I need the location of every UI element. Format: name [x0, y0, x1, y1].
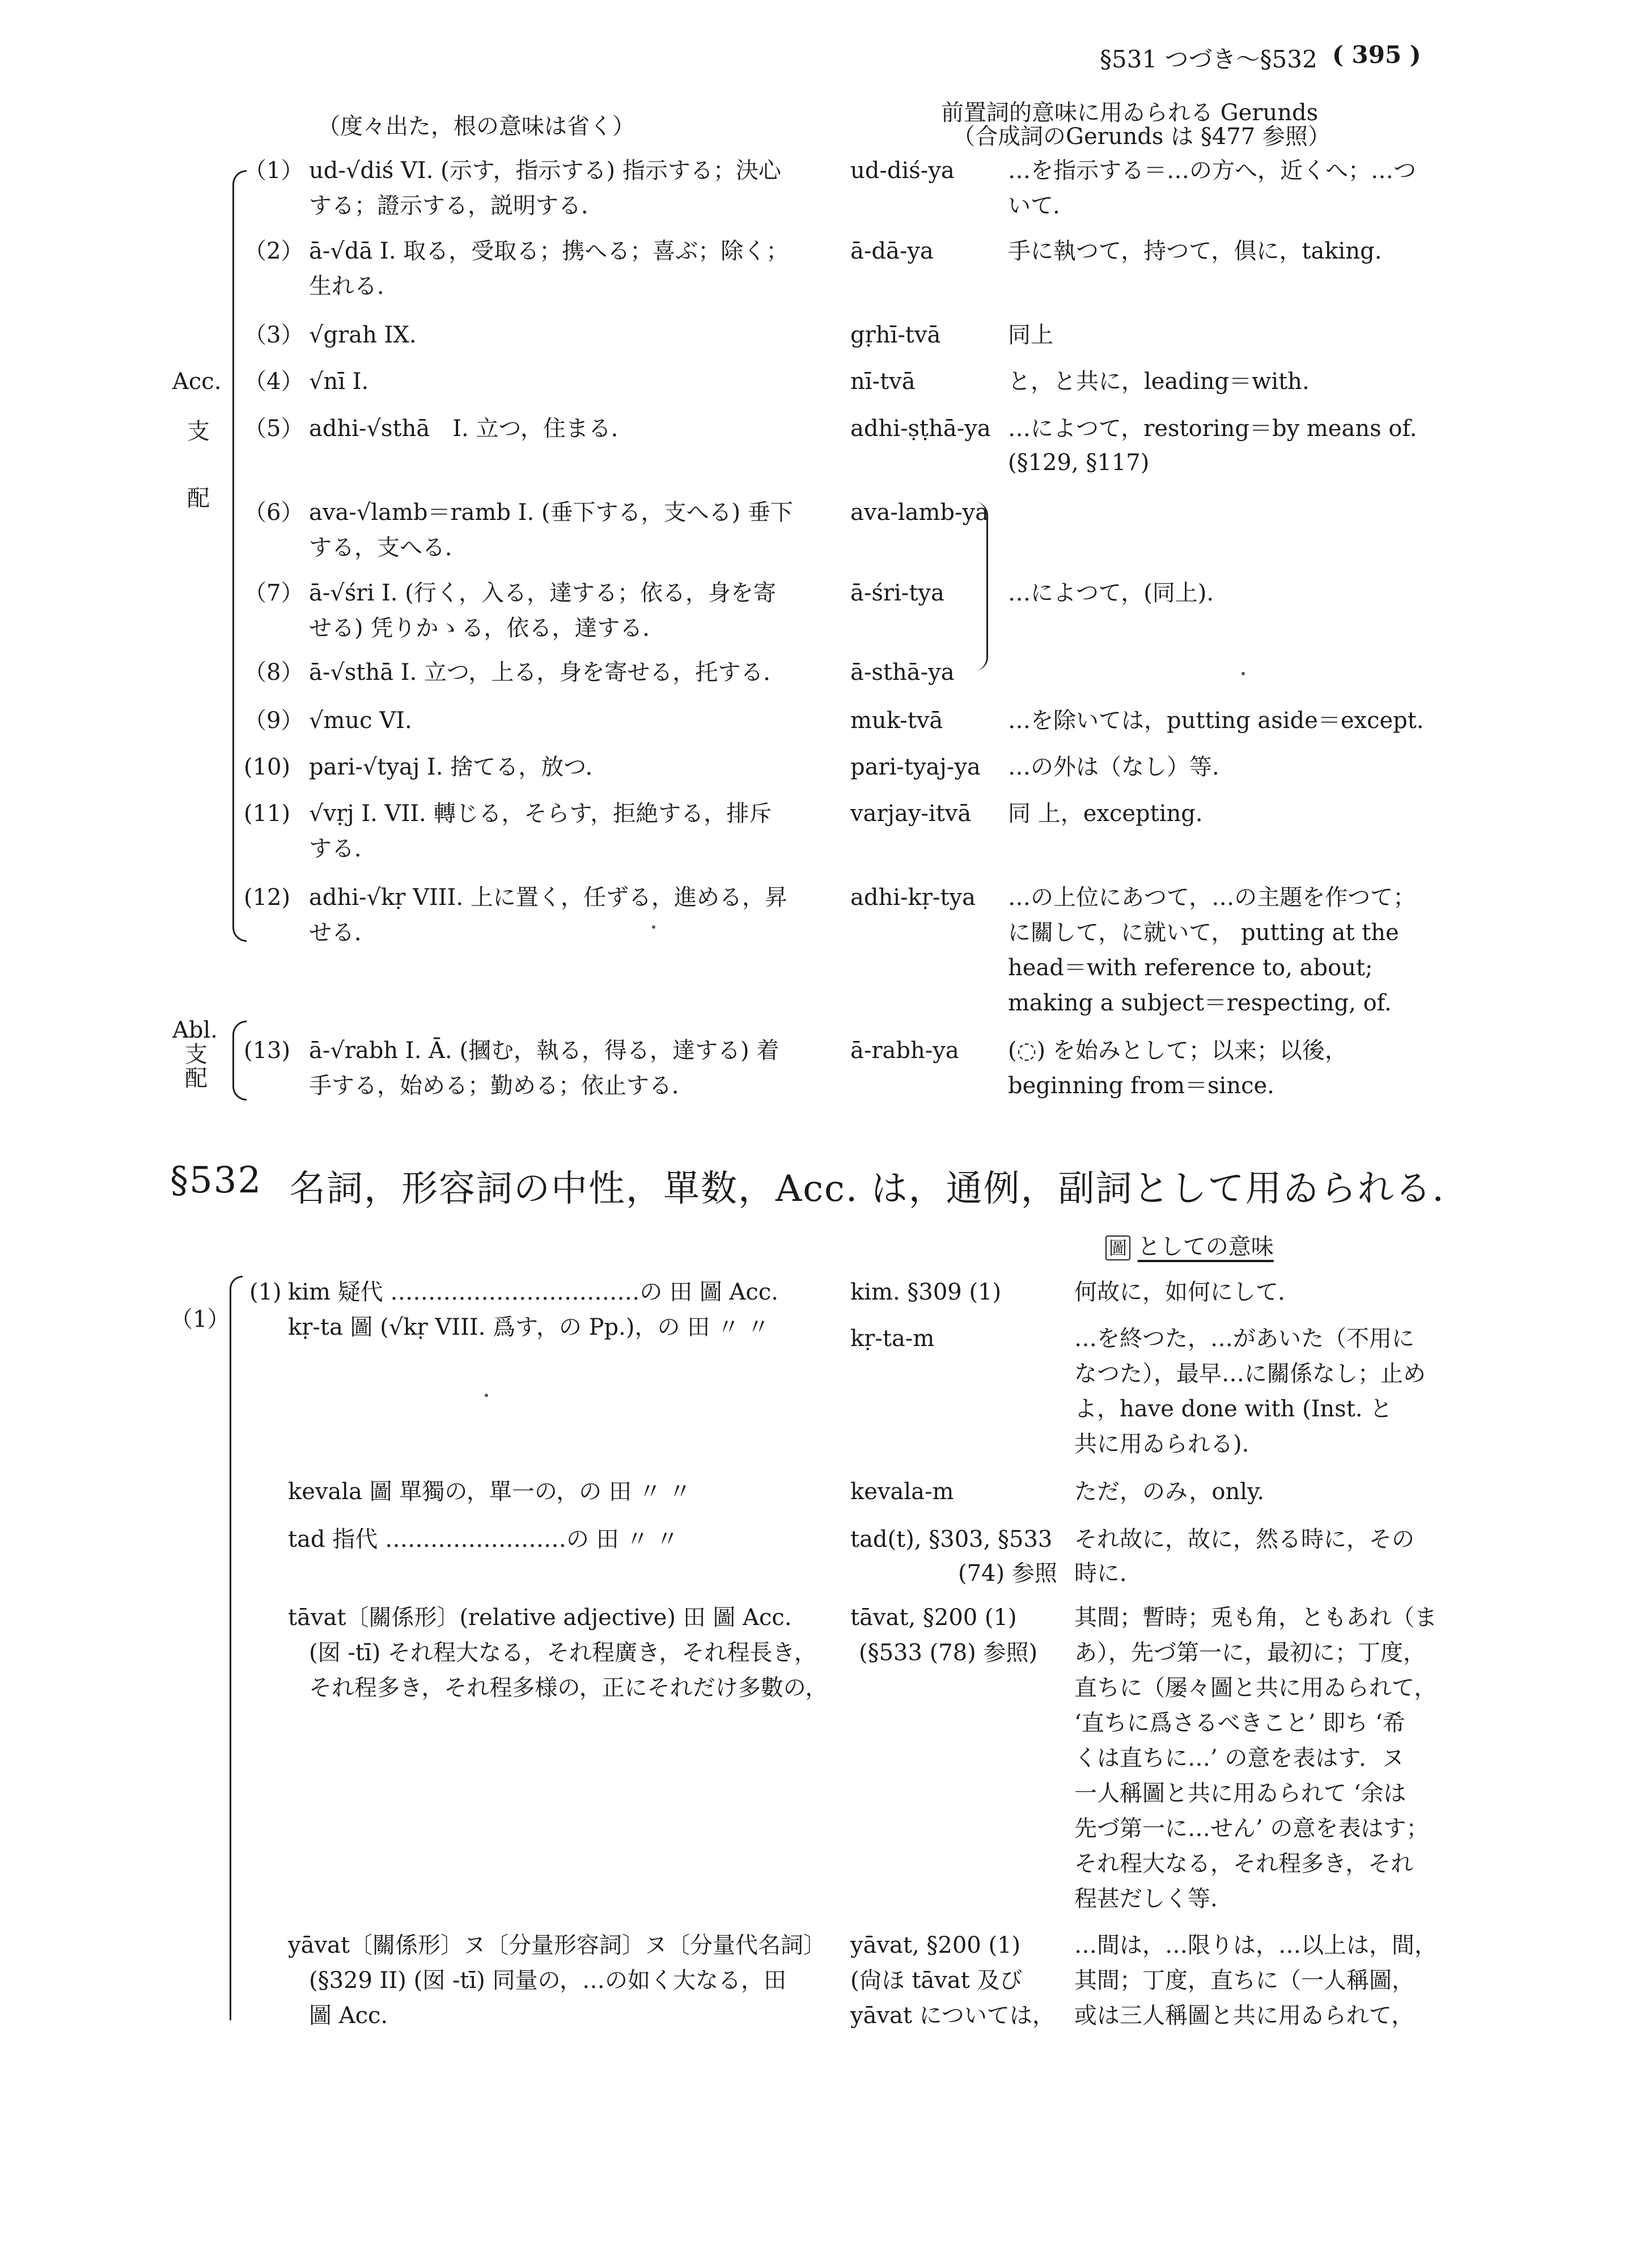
entry-word: (§329 II) (囡 -tī) 同量の，…の如く大なる，田 [309, 1967, 787, 1994]
entry-adverb-meaning: ‘直ちに爲さるべきこと’ 即ち ‘希 [1074, 1710, 1405, 1736]
gerund-form: adhi-kṛ-tya [850, 885, 976, 911]
entry-reference: tāvat, §200 (1) [850, 1605, 1017, 1631]
entry-reference: kim. §309 (1) [850, 1279, 1002, 1305]
entry-adverb-meaning: 一人稱圖と共に用ゐられて ‘余は [1074, 1780, 1406, 1806]
root-text: adhi-√sthā I. 立つ，住まる． [309, 416, 634, 442]
entry-word: tad 指代 ……………………の 田 〃 〃 [288, 1526, 679, 1552]
gerund-meaning: …を除いては，putting aside＝except. [1008, 708, 1424, 734]
running-header-section: §531 つづき～§532 [1100, 45, 1317, 73]
gerund-meaning: 手に執つて，持つて，倶に，taking. [1008, 238, 1382, 264]
entry-word: tāvat〔關係形〕(relative adjective) 田 圖 Acc. [288, 1605, 792, 1631]
row-number: (10) [244, 754, 291, 780]
gerund-form: ud-diś-ya [850, 158, 955, 184]
gerund-form: ava-lamb-ya [850, 500, 989, 526]
entry-sub-number: (1) [249, 1279, 282, 1305]
entry-reference: (74) 参照 [958, 1560, 1057, 1586]
gerund-meaning: …によつて，restoring＝by means of. [1008, 416, 1417, 442]
gerund-meaning: …によつて，(同上). [1008, 580, 1214, 606]
entry-reference: (尙ほ tāvat 及び [850, 1967, 1023, 1994]
root-text: √muc VI. [309, 708, 412, 734]
adverb-group-brace [230, 1276, 243, 2020]
root-text: する． [309, 836, 377, 862]
root-text: 生れる． [309, 273, 400, 299]
group-label: （1） [170, 1306, 230, 1332]
entry-reference: yāvat については， [850, 2003, 1055, 2029]
group-label-abl-3: 配 [185, 1065, 207, 1091]
group-label-acc-2: 支 [187, 418, 210, 445]
scan-speck [485, 1394, 488, 1397]
gerund-form: varjay-itvā [850, 801, 972, 827]
group-label-acc-3: 配 [187, 485, 210, 511]
row-number: （8） [244, 659, 304, 686]
adverb-tag: 圖 [1105, 1235, 1130, 1260]
row-number: （3） [244, 322, 304, 348]
row-number: （5） [244, 416, 304, 442]
gerund-meaning: 同 上，excepting. [1008, 801, 1203, 827]
root-text: ā-√dā I. 取る，受取る；携へる；喜ぶ；除く； [309, 238, 789, 264]
entry-word: 圖 Acc. [309, 2003, 388, 2029]
gerund-meaning: …の外は（なし）等. [1008, 754, 1219, 780]
root-text: √nī I. [309, 369, 369, 395]
root-text: √vṛj I. VII. 轉じる，そらす，拒絶する，排斥 [309, 801, 772, 827]
row-number: （2） [244, 238, 304, 264]
gerund-meaning: (§129, §117) [1008, 450, 1150, 476]
root-text: ud-√diś VI. (示す，指示する) 指示する；決心 [309, 158, 781, 184]
root-text: ā-√śri I. (行く，入る，達する；依る，身を寄 [309, 580, 777, 606]
entry-reference: kevala-m [850, 1479, 954, 1505]
row-number: (13) [244, 1038, 291, 1064]
entry-word: (囡 -tī) それ程大なる，それ程廣き，それ程長き， [309, 1640, 817, 1666]
entry-adverb-meaning: 其間；丁度，直ちに（一人稱圖， [1074, 1967, 1414, 1994]
entry-adverb-meaning: 何故に，如何にして． [1074, 1279, 1301, 1305]
gerund-meaning: に關して，に就いて， putting at the [1008, 920, 1399, 946]
root-text: ā-√sthā I. 立つ，上る，身を寄せる，托する． [309, 659, 786, 686]
gerund-form: ā-sthā-ya [850, 659, 955, 686]
entry-adverb-meaning: くは直ちに…’ の意を表はす．ヌ [1074, 1745, 1405, 1771]
gerund-form: ā-śri-tya [850, 580, 944, 606]
entry-adverb-meaning: それ程大なる，それ程多き，それ [1074, 1851, 1414, 1877]
section-title: 名詞，形容詞の中性，單数，Acc. は，通例，副詞として用ゐられる． [289, 1168, 1470, 1210]
entry-adverb-meaning: 時に． [1074, 1560, 1142, 1586]
entry-word: kevala 圖 單獨の，單一の，の 田 〃 〃 [288, 1479, 692, 1505]
entry-adverb-meaning: それ故に，故に，然る時に，その [1074, 1526, 1414, 1552]
scan-speck [1242, 672, 1245, 675]
entry-reference: (§533 (78) 参照) [859, 1640, 1038, 1666]
entry-adverb-meaning: 共に用ゐられる). [1074, 1431, 1249, 1457]
entry-reference: yāvat, §200 (1) [850, 1932, 1021, 1958]
entry-adverb-meaning: ただ，のみ，only. [1074, 1479, 1265, 1505]
root-text: ava-√lamb＝ramb I. (垂下する，支へる) 垂下 [309, 500, 793, 526]
entry-adverb-meaning: 程甚だしく等. [1074, 1886, 1218, 1912]
right-column-caption-1: 前置詞的意味に用ゐられる Gerunds [941, 100, 1319, 126]
left-column-caption: （度々出た，根の意味は省く） [317, 113, 635, 139]
entry-word: yāvat〔關係形〕ヌ〔分量形容詞〕ヌ〔分量代名詞〕 [288, 1932, 826, 1958]
row-number: （7） [244, 580, 304, 606]
gerund-form: ā-rabh-ya [850, 1038, 959, 1064]
entry-adverb-meaning: 直ちに（屡々圖と共に用ゐられて， [1074, 1675, 1437, 1701]
gerund-form: pari-tyaj-ya [850, 754, 981, 780]
root-text: 手する，始める；勤める；依止する． [309, 1073, 694, 1099]
entry-adverb-meaning: …間は，…限りは，…以上は，間， [1074, 1932, 1437, 1958]
row-number: （6） [244, 500, 304, 526]
gerund-meaning: いて． [1008, 193, 1076, 219]
entry-reference: kṛ-ta-m [850, 1326, 935, 1352]
gerund-form: adhi-ṣṭhā-ya [850, 416, 991, 442]
entry-adverb-meaning: …を終つた，…があいた（不用に [1074, 1326, 1414, 1352]
row-number: （4） [244, 369, 304, 395]
gerund-meaning: と，と共に，leading＝with. [1008, 369, 1310, 395]
gerund-form: gṛhī-tvā [850, 322, 941, 348]
root-text: ā-√rabh I. Ā. (摑む，執る，得る，達する) 着 [309, 1038, 779, 1064]
entry-adverb-meaning: 先づ第一に…せん’ の意を表はす； [1074, 1816, 1429, 1842]
root-text: せる) 凭りかゝる，依る，達する． [309, 615, 666, 641]
scan-speck [652, 925, 655, 929]
row-number: （9） [244, 708, 304, 734]
root-text: pari-√tyaj I. 捨てる，放つ． [309, 754, 608, 780]
entry-word: それ程多き，それ程多様の，正にそれだけ多數の， [309, 1675, 828, 1701]
entry-adverb-meaning: 或は三人稱圖と共に用ゐられて， [1074, 2003, 1414, 2029]
right-column-caption-2: （合成詞のGerunds は §477 参照） [952, 124, 1331, 150]
gerund-meaning: 同上 [1008, 322, 1053, 348]
entry-word: kṛ-ta 圖 (√kṛ VIII. 爲す，の Pp.)，の 田 〃 〃 [288, 1314, 770, 1340]
group-label-acc: Acc. [172, 369, 222, 395]
row-number: (12) [244, 885, 291, 911]
entry-adverb-meaning: よ，have done with (Inst. と [1074, 1396, 1393, 1422]
gerund-meaning: beginning from＝since. [1008, 1073, 1274, 1099]
row-number: (11) [244, 801, 291, 827]
gerund-form: nī-tvā [850, 369, 916, 395]
entry-adverb-meaning: あ），先づ第一に，最初に；丁度， [1074, 1640, 1426, 1666]
section-number: §532 [170, 1160, 262, 1201]
root-text: する；證示する，説明する． [309, 193, 604, 219]
gerund-meaning: …を指示する＝…の方へ，近くへ；…つ [1008, 158, 1416, 184]
root-text: せる． [309, 920, 377, 946]
entry-adverb-meaning: なつた），最早…に關係なし；止め [1074, 1361, 1426, 1387]
root-text: adhi-√kṛ VIII. 上に置く，任ずる，進める，昇 [309, 885, 788, 911]
gerund-meaning: (◌) を始みとして；以来；以後， [1008, 1038, 1348, 1064]
adverb-caption [1105, 1229, 1274, 1264]
group-label-abl-2: 支 [185, 1042, 207, 1068]
page-number: ( 395 ) [1332, 41, 1421, 69]
root-text: する，支へる． [309, 535, 468, 561]
adverb-caption-text: としての意味 [1137, 1234, 1274, 1260]
group-label-abl: Abl. [172, 1017, 218, 1043]
gerund-meaning: making a subject＝respecting, of. [1008, 990, 1392, 1016]
root-text: √grah IX. [309, 322, 417, 348]
entry-word: kim 疑代 ……………………………の 田 圖 Acc. [288, 1279, 778, 1305]
gerund-form: muk-tvā [850, 708, 943, 734]
gerund-meaning: …の上位にあつて，…の主題を作つて； [1008, 885, 1416, 911]
row-number: （1） [244, 158, 304, 184]
gerund-meaning: head＝with reference to, about; [1008, 955, 1373, 981]
gerund-form: ā-dā-ya [850, 238, 934, 264]
entry-adverb-meaning: 其間；暫時；兎も角，ともあれ（ま [1074, 1605, 1437, 1631]
entry-reference: tad(t), §303, §533 [850, 1526, 1053, 1552]
